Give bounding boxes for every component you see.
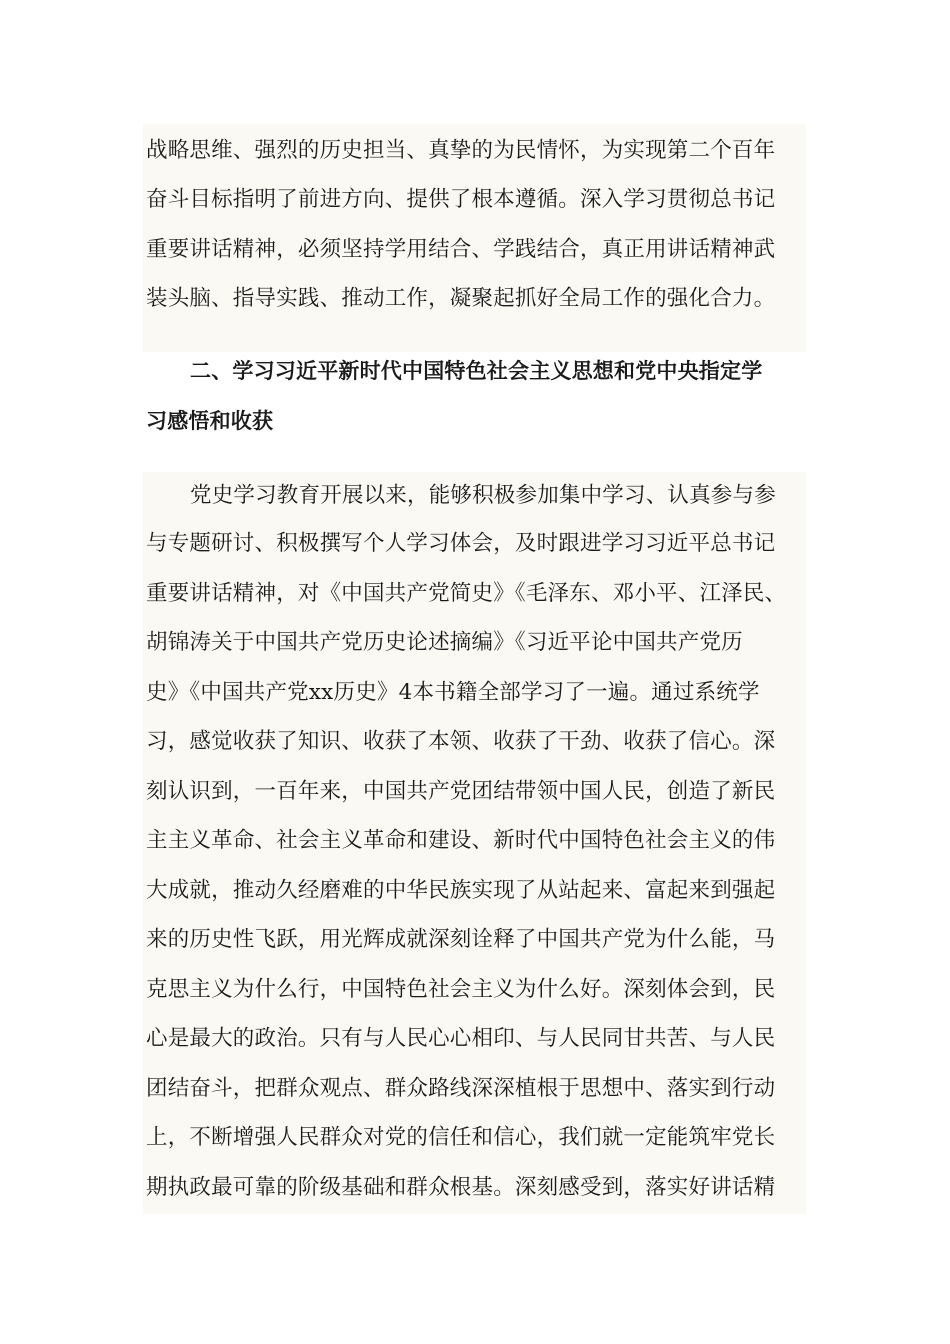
section-heading-line-2: 习感悟和收获 [146,409,274,433]
paragraph-2-line-13: 团结奋斗，把群众观点、群众路线深深植根于思想中、落实到行动 [146,1076,776,1101]
paragraph-1-line-3: 重要讲话精神，必须坚持学用结合、学践结合，真正用讲话精神武 [146,237,776,262]
paragraph-2-line-6: 习，感觉收获了知识、收获了本领、收获了干劲、收获了信心。深 [146,729,776,754]
section-heading-line-1: 二、学习习近平新时代中国特色社会主义思想和党中央指定学 [190,359,763,383]
paragraph-2-line-2: 与专题研讨、积极撰写个人学习体会，及时跟进学习习近平总书记 [146,531,776,556]
paragraph-2-line-12: 心是最大的政治。只有与人民心心相印、与人民同甘共苦、与人民 [146,1026,776,1051]
paragraph-1-line-2: 奋斗目标指明了前进方向、提供了根本遵循。深入学习贯彻总书记 [146,187,776,212]
paragraph-1-line-4: 装头脑、指导实践、推动工作，凝聚起抓好全局工作的强化合力。 [146,286,776,311]
paragraph-2-line-5: 史》《中国共产党xx历史》4本书籍全部学习了一遍。通过系统学 [146,680,760,705]
paragraph-2-line-11: 克思主义为什么行，中国特色社会主义为什么好。深刻体会到，民 [146,977,776,1002]
paragraph-2-line-3: 重要讲话精神，对《中国共产党简史》《毛泽东、邓小平、江泽民、 [146,581,787,606]
paragraph-1-line-1: 战略思维、强烈的历史担当、真挚的为民情怀，为实现第二个百年 [146,138,776,163]
paragraph-2-line-9: 大成就，推动久经磨难的中华民族实现了从站起来、富起来到强起 [146,878,776,903]
paragraph-2-line-10: 来的历史性飞跃，用光辉成就深刻诠释了中国共产党为什么能，马 [146,927,776,952]
paragraph-2-line-7: 刻认识到，一百年来，中国共产党团结带领中国人民，创造了新民 [146,779,776,804]
paragraph-2-line-4: 胡锦涛关于中国共产党历史论述摘编》《习近平论中国共产党历 [146,630,743,655]
paragraph-2-line-15: 期执政最可靠的阶级基础和群众根基。深刻感受到，落实好讲话精 [146,1175,776,1200]
paragraph-2-line-8: 主主义革命、社会主义革命和建设、新时代中国特色社会主义的伟 [146,828,776,853]
paragraph-2-line-14: 上，不断增强人民群众对党的信任和信心，我们就一定能筑牢党长 [146,1125,776,1150]
paragraph-2-line-1: 党史学习教育开展以来，能够积极参加集中学习、认真参与参 [190,483,776,508]
